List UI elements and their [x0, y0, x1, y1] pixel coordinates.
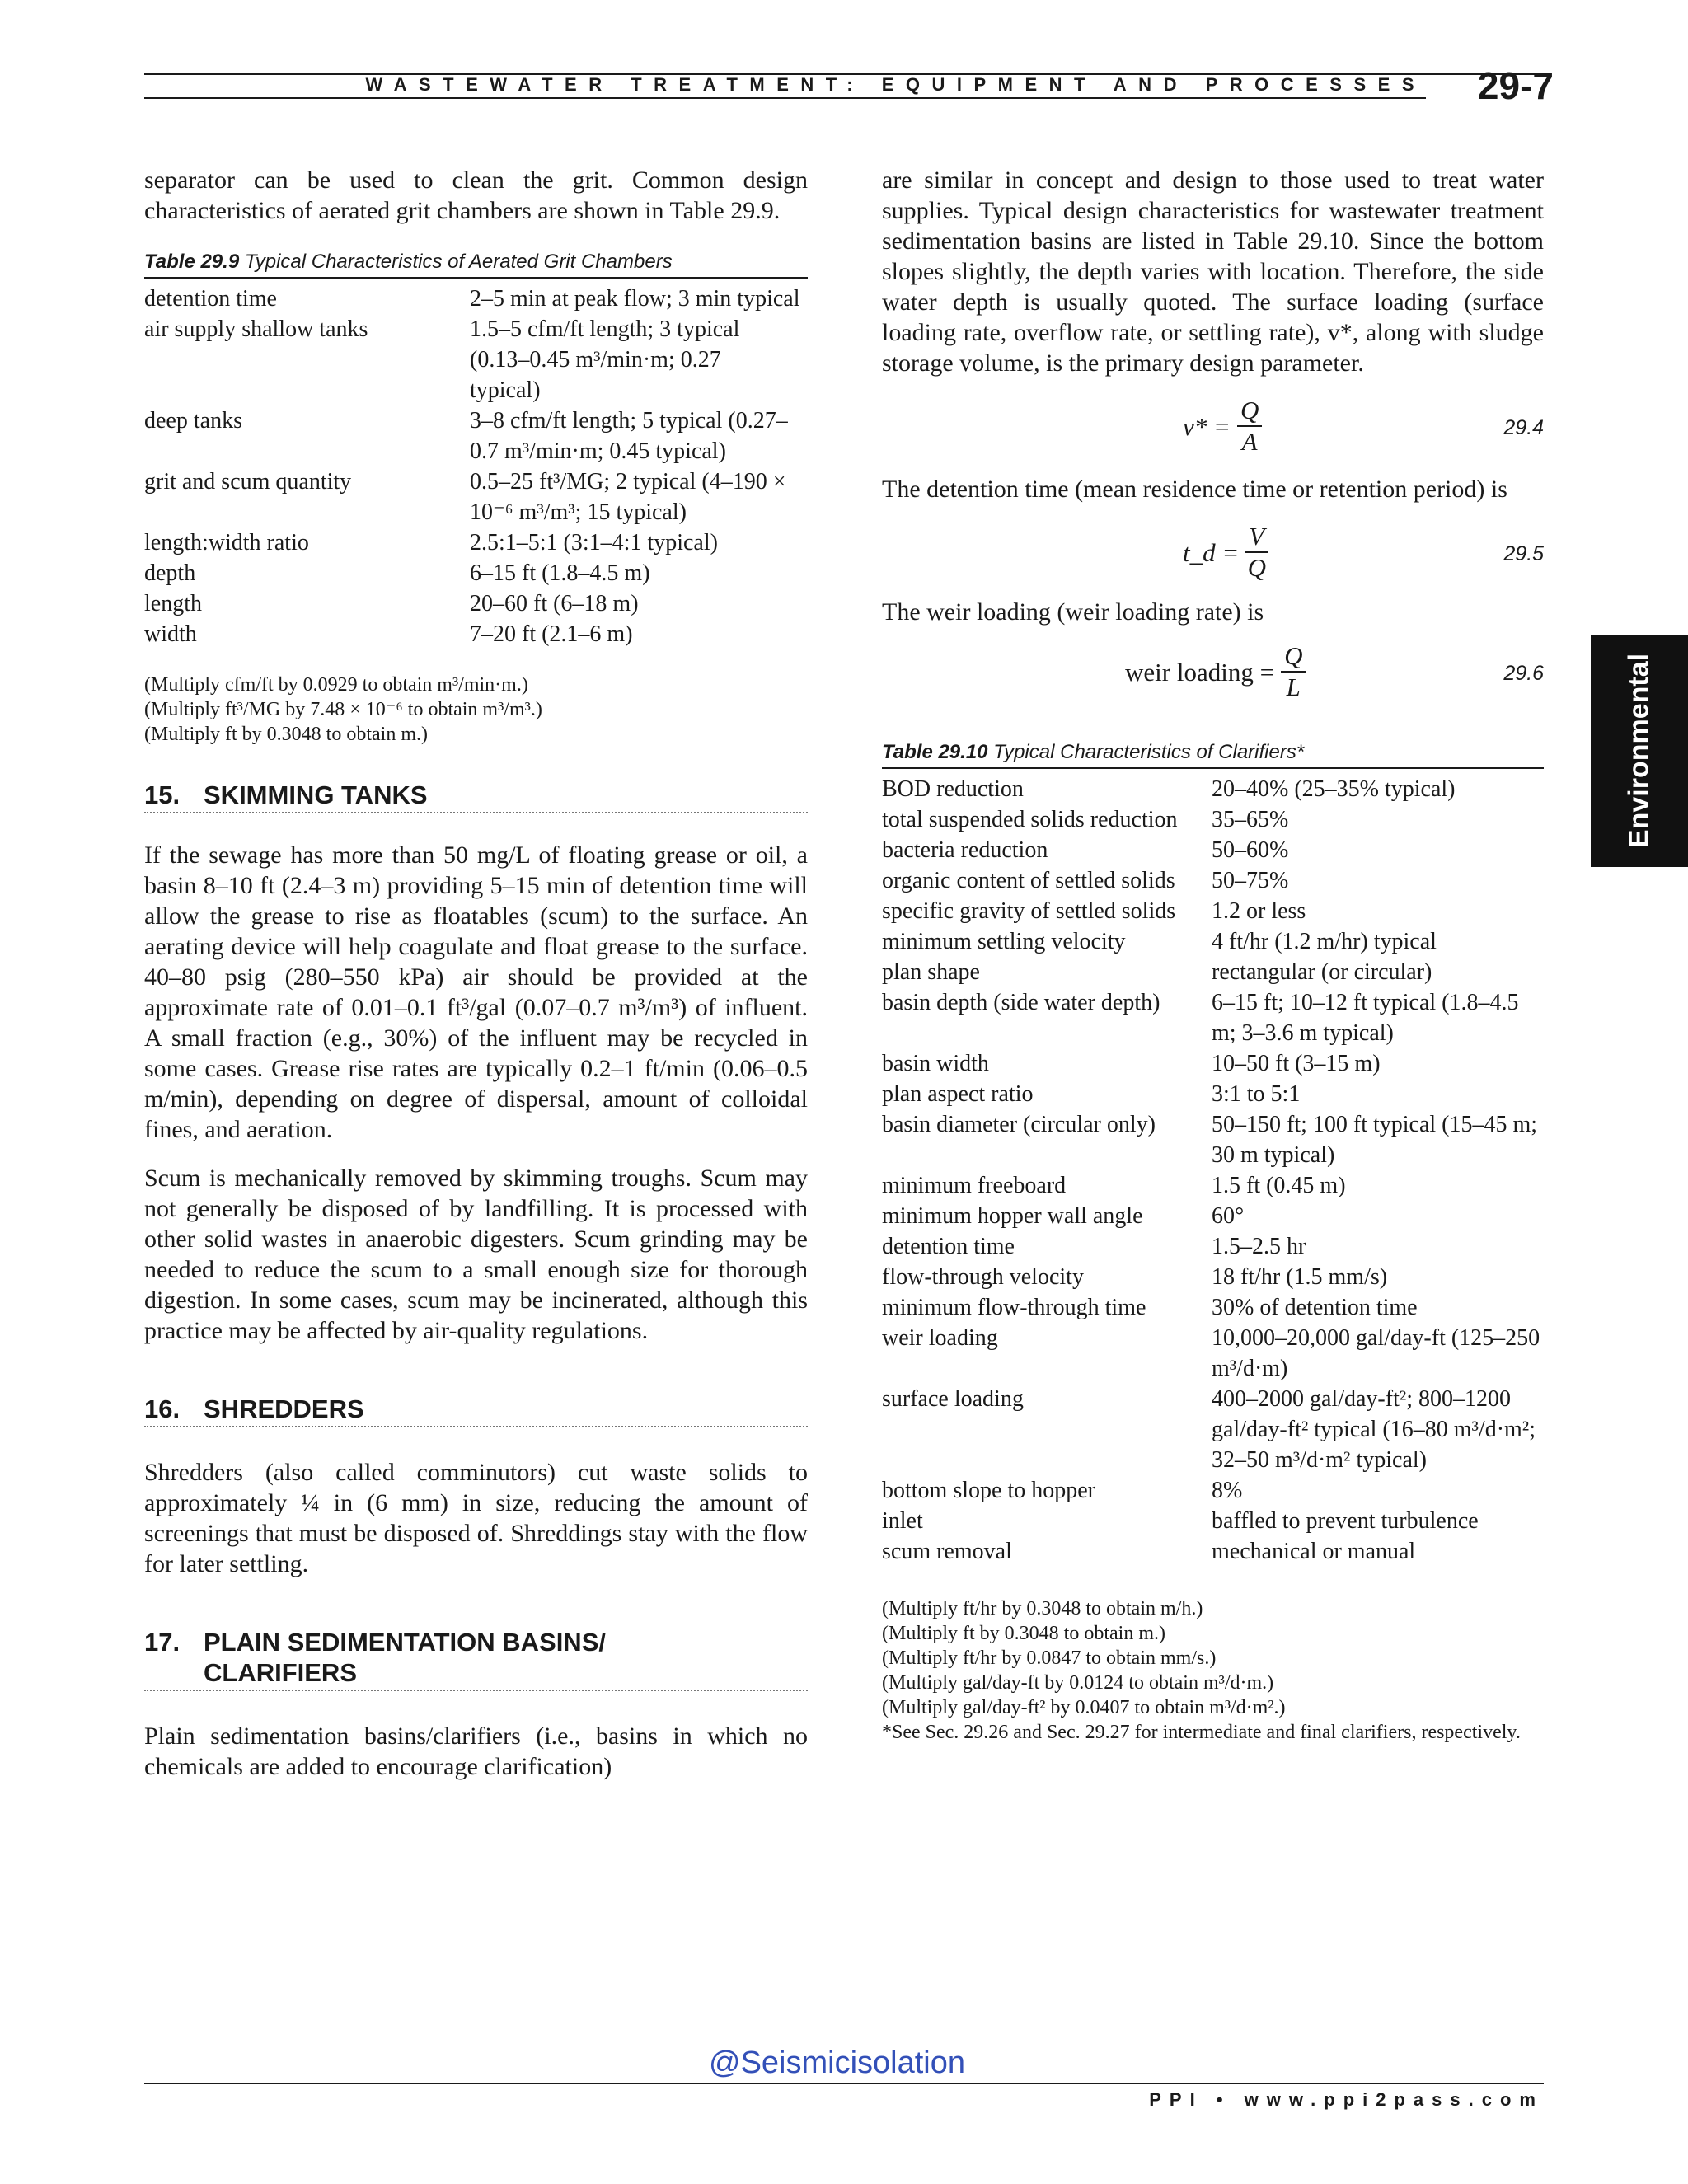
table-row [882, 1323, 1544, 1384]
equation-29-6 [882, 639, 1544, 705]
section-tab[interactable] [1591, 635, 1688, 867]
row-label: detention time [882, 1234, 1015, 1259]
table-29-9 [144, 279, 808, 654]
table-title: Typical Characteristics of Aerated Grit Chambers [244, 251, 673, 273]
row-label: bacteria reduction [882, 837, 1048, 863]
shredders-paragraph: Shredders (also called comminutors) cut waste solids to approximately ¼ in (6 mm) in size, reducing the amount of screenings that must be disposed of. Shreddings stay with the flow for later settling. [144, 1459, 808, 1577]
row-value: 50–150 ft; 100 ft typical (15–45 m; 30 m typical) [1212, 1112, 1538, 1168]
row-label: minimum freeboard [882, 1173, 1067, 1198]
row-value: 10–50 ft (3–15 m) [1212, 1051, 1381, 1076]
equation-29-5 [882, 519, 1544, 585]
row-label: plan aspect ratio [882, 1081, 1034, 1107]
page-number: 29-7 [1477, 64, 1554, 107]
equation-lhs: weir loading = [1125, 657, 1275, 687]
table-29-10-caption [882, 739, 1544, 769]
equation-number: 29.5 [1503, 542, 1544, 565]
table-row [882, 1170, 1544, 1201]
row-value: 400–2000 gal/day-ft²; 800–1200 gal/day-ft² typical (16–80 m³/d·m²; 32–50 m³/d·m² typical) [1212, 1386, 1536, 1473]
equation-denominator: A [1241, 427, 1258, 456]
row-value: 4 ft/hr (1.2 m/hr) typical [1212, 929, 1437, 954]
row-label: length [144, 591, 202, 616]
row-value: 1.2 or less [1212, 898, 1306, 924]
table-row [882, 1048, 1544, 1079]
table-row [882, 1201, 1544, 1231]
row-value: 35–65% [1212, 807, 1289, 832]
section-title: SKIMMING TANKS [204, 780, 428, 809]
table-row [882, 804, 1544, 835]
row-value: 3–8 cfm/ft length; 5 typical (0.27–0.7 m³/min·m; 0.45 typical) [470, 408, 788, 464]
row-value: 8% [1212, 1478, 1243, 1503]
table-title: Typical Characteristics of Clarifiers* [993, 741, 1305, 763]
row-label: grit and scum quantity [144, 469, 352, 494]
table-row [882, 1384, 1544, 1475]
equation-29-4 [882, 393, 1544, 459]
table-29-10-notes [882, 1596, 1544, 1745]
table-row [144, 314, 808, 405]
row-value: rectangular (or circular) [1212, 959, 1432, 985]
row-label: air supply shallow tanks [144, 316, 368, 342]
table-row [882, 1292, 1544, 1323]
equation-number: 29.4 [1503, 416, 1544, 439]
left-column [144, 165, 808, 1782]
table-row [882, 865, 1544, 896]
clarifier-paragraph: are similar in concept and design to those used to treat water supplies. Typical design characteristics for wastewater treatment sedimentation basins are listed in Table 29.10. Since the bottom slopes slightly, the depth varies with location. Therefore, the side water depth is usually quoted. The surface loading (surface loading rate, overflow rate, or settling rate), v*, along with sludge storage volume, is the primary design parameter. [882, 166, 1544, 377]
table-note: (Multiply ft/hr by 0.0847 to obtain mm/s.) [882, 1647, 1217, 1669]
header-rule-lower [144, 97, 1426, 99]
row-label: plan shape [882, 959, 980, 985]
row-label: depth [144, 560, 196, 586]
table-row [882, 774, 1544, 804]
equation-lhs: t_d = [1183, 537, 1240, 567]
table-row [144, 405, 808, 466]
table-row [882, 1536, 1544, 1567]
row-label: bottom slope to hopper [882, 1478, 1095, 1503]
footer-url[interactable]: PPI • www.ppi2pass.com [1149, 2089, 1544, 2110]
section-title-line1: PLAIN SEDIMENTATION BASINS/ [204, 1628, 606, 1657]
table-row [882, 1262, 1544, 1292]
table-row [882, 987, 1544, 1048]
running-title: WASTEWATER TREATMENT: EQUIPMENT AND PROCESSES [365, 74, 1426, 95]
row-label: flow-through velocity [882, 1264, 1084, 1290]
row-label: basin depth (side water depth) [882, 990, 1160, 1015]
table-note: (Multiply ft by 0.3048 to obtain m.) [882, 1623, 1165, 1644]
equation-numerator: Q [1281, 641, 1306, 673]
row-label: weir loading [882, 1325, 998, 1351]
right-column [882, 165, 1544, 1745]
table-row [882, 1506, 1544, 1536]
row-label: length:width ratio [144, 530, 309, 555]
row-label: basin width [882, 1051, 989, 1076]
table-number: Table 29.10 [882, 741, 988, 763]
table-row [144, 558, 808, 588]
row-label: minimum flow-through time [882, 1295, 1146, 1320]
table-row [882, 926, 1544, 957]
table-note: (Multiply cfm/ft by 0.0929 to obtain m³/min·m.) [144, 674, 528, 696]
footer-rule [144, 2083, 1544, 2084]
row-label: BOD reduction [882, 776, 1024, 802]
table-note: (Multiply ft by 0.3048 to obtain m.) [144, 724, 428, 745]
row-label: minimum settling velocity [882, 929, 1126, 954]
row-value: 1.5 ft (0.45 m) [1212, 1173, 1346, 1198]
row-value: mechanical or manual [1212, 1539, 1416, 1564]
table-row [882, 1231, 1544, 1262]
table-row [144, 588, 808, 619]
row-label: minimum hopper wall angle [882, 1203, 1143, 1229]
section-17-heading [144, 1627, 808, 1691]
section-tab-label: Environmental [1623, 653, 1655, 849]
row-value: 6–15 ft; 10–12 ft typical (1.8–4.5 m; 3–3.6 m typical) [1212, 990, 1519, 1046]
weir-loading-paragraph: The weir loading (weir loading rate) is [882, 598, 1264, 626]
section-title: SHREDDERS [204, 1394, 364, 1423]
row-value: 18 ft/hr (1.5 mm/s) [1212, 1264, 1388, 1290]
table-row [882, 1109, 1544, 1170]
row-value: 1.5–5 cfm/ft length; 3 typical (0.13–0.45 m³/min·m; 0.27 typical) [470, 316, 740, 403]
row-value: 30% of detention time [1212, 1295, 1418, 1320]
row-value: 2.5:1–5:1 (3:1–4:1 typical) [470, 530, 718, 555]
equation-denominator: L [1286, 673, 1301, 701]
sedimentation-paragraph: Plain sedimentation basins/clarifiers (i.e., basins in which no chemicals are added to encourage clarification) [144, 1722, 808, 1780]
section-15-heading [144, 780, 808, 813]
equation-lhs: v* = [1183, 411, 1231, 441]
table-29-10 [882, 769, 1544, 1572]
table-row [882, 896, 1544, 926]
skimming-paragraph-2: Scum is mechanically removed by skimming troughs. Scum may not generally be disposed of by landfilling. It is processed with other solid wastes in anaerobic digesters. Scum grinding may be needed to reduce the scum to a small enough size for thorough digestion. In some cases, scum may be incinerated, although this practice may be affected by air-quality regulations. [144, 1165, 808, 1344]
row-value: 50–60% [1212, 837, 1289, 863]
table-note: (Multiply gal/day-ft² by 0.0407 to obtain m³/d·m².) [882, 1697, 1286, 1718]
row-label: organic content of settled solids [882, 868, 1175, 893]
row-value: 0.5–25 ft³/MG; 2 typical (4–190 × 10⁻⁶ m³/m³; 15 typical) [470, 469, 786, 525]
row-value: 60° [1212, 1203, 1245, 1229]
equation-numerator: V [1245, 522, 1268, 553]
row-label: deep tanks [144, 408, 242, 434]
row-value: 50–75% [1212, 868, 1289, 893]
section-16-heading [144, 1394, 808, 1427]
row-label: width [144, 621, 197, 647]
table-row [882, 1475, 1544, 1506]
row-value: 7–20 ft (2.1–6 m) [470, 621, 633, 647]
detention-time-paragraph: The detention time (mean residence time or retention period) is [882, 476, 1507, 503]
intro-paragraph: separator can be used to clean the grit. Common design characteristics of aerated grit chambers are shown in Table 29.9. [144, 166, 808, 224]
equation-number: 29.6 [1503, 662, 1544, 685]
table-number: Table 29.9 [144, 251, 240, 273]
table-row [882, 1079, 1544, 1109]
table-note: (Multiply ft/hr by 0.3048 to obtain m/h.) [882, 1598, 1203, 1619]
row-value: 6–15 ft (1.8–4.5 m) [470, 560, 650, 586]
section-number: 17. [144, 1628, 181, 1657]
equation-numerator: Q [1237, 396, 1262, 427]
row-value: 20–40% (25–35% typical) [1212, 776, 1456, 802]
table-row [144, 619, 808, 649]
row-label: scum removal [882, 1539, 1012, 1564]
row-value: 10,000–20,000 gal/day-ft (125–250 m³/d·m) [1212, 1325, 1540, 1381]
table-29-9-caption [144, 249, 808, 279]
row-value: 1.5–2.5 hr [1212, 1234, 1306, 1259]
row-value: 2–5 min at peak flow; 3 min typical [470, 286, 800, 312]
table-row [144, 466, 808, 527]
section-number: 16. [144, 1394, 181, 1423]
row-value: baffled to prevent turbulence [1212, 1508, 1479, 1534]
table-row [882, 835, 1544, 865]
table-note: *See Sec. 29.26 and Sec. 29.27 for intermediate and final clarifiers, respectively. [882, 1722, 1521, 1743]
equation-denominator: Q [1247, 553, 1266, 582]
skimming-paragraph-1: If the sewage has more than 50 mg/L of floating grease or oil, a basin 8–10 ft (2.4–3 m) providing 5–15 min of detention time will allow the grease to rise as floatables (scum) to the surface. An aerating device will help coagulate and float grease to the surface. 40–80 psig (280–550 kPa) air should be provided at the approximate rate of 0.01–0.1 ft³/gal (0.07–0.7 m³/m³) of influent. A small fraction (e.g., 30%) of the influent may be recycled in some cases. Grease rise rates are typically 0.2–1 ft/min (0.06–0.5 m/min), depending on degree of dispersal, amount of colloidal fines, and aeration. [144, 841, 808, 1143]
row-value: 3:1 to 5:1 [1212, 1081, 1301, 1107]
watermark: @Seismicisolation [709, 2046, 966, 2080]
row-label: total suspended solids reduction [882, 807, 1178, 832]
row-label: surface loading [882, 1386, 1024, 1412]
table-row [144, 284, 808, 314]
table-row [144, 527, 808, 558]
table-29-9-notes [144, 673, 808, 747]
table-note: (Multiply ft³/MG by 7.48 × 10⁻⁶ to obtain m³/m³.) [144, 699, 542, 720]
row-value: 20–60 ft (6–18 m) [470, 591, 639, 616]
row-label: inlet [882, 1508, 923, 1534]
row-label: specific gravity of settled solids [882, 898, 1176, 924]
table-row [882, 957, 1544, 987]
table-note: (Multiply gal/day-ft by 0.0124 to obtain m³/d·m.) [882, 1672, 1274, 1694]
row-label: basin diameter (circular only) [882, 1112, 1156, 1137]
row-label: detention time [144, 286, 277, 312]
section-title-line2: CLARIFIERS [204, 1658, 357, 1687]
section-number: 15. [144, 780, 181, 809]
